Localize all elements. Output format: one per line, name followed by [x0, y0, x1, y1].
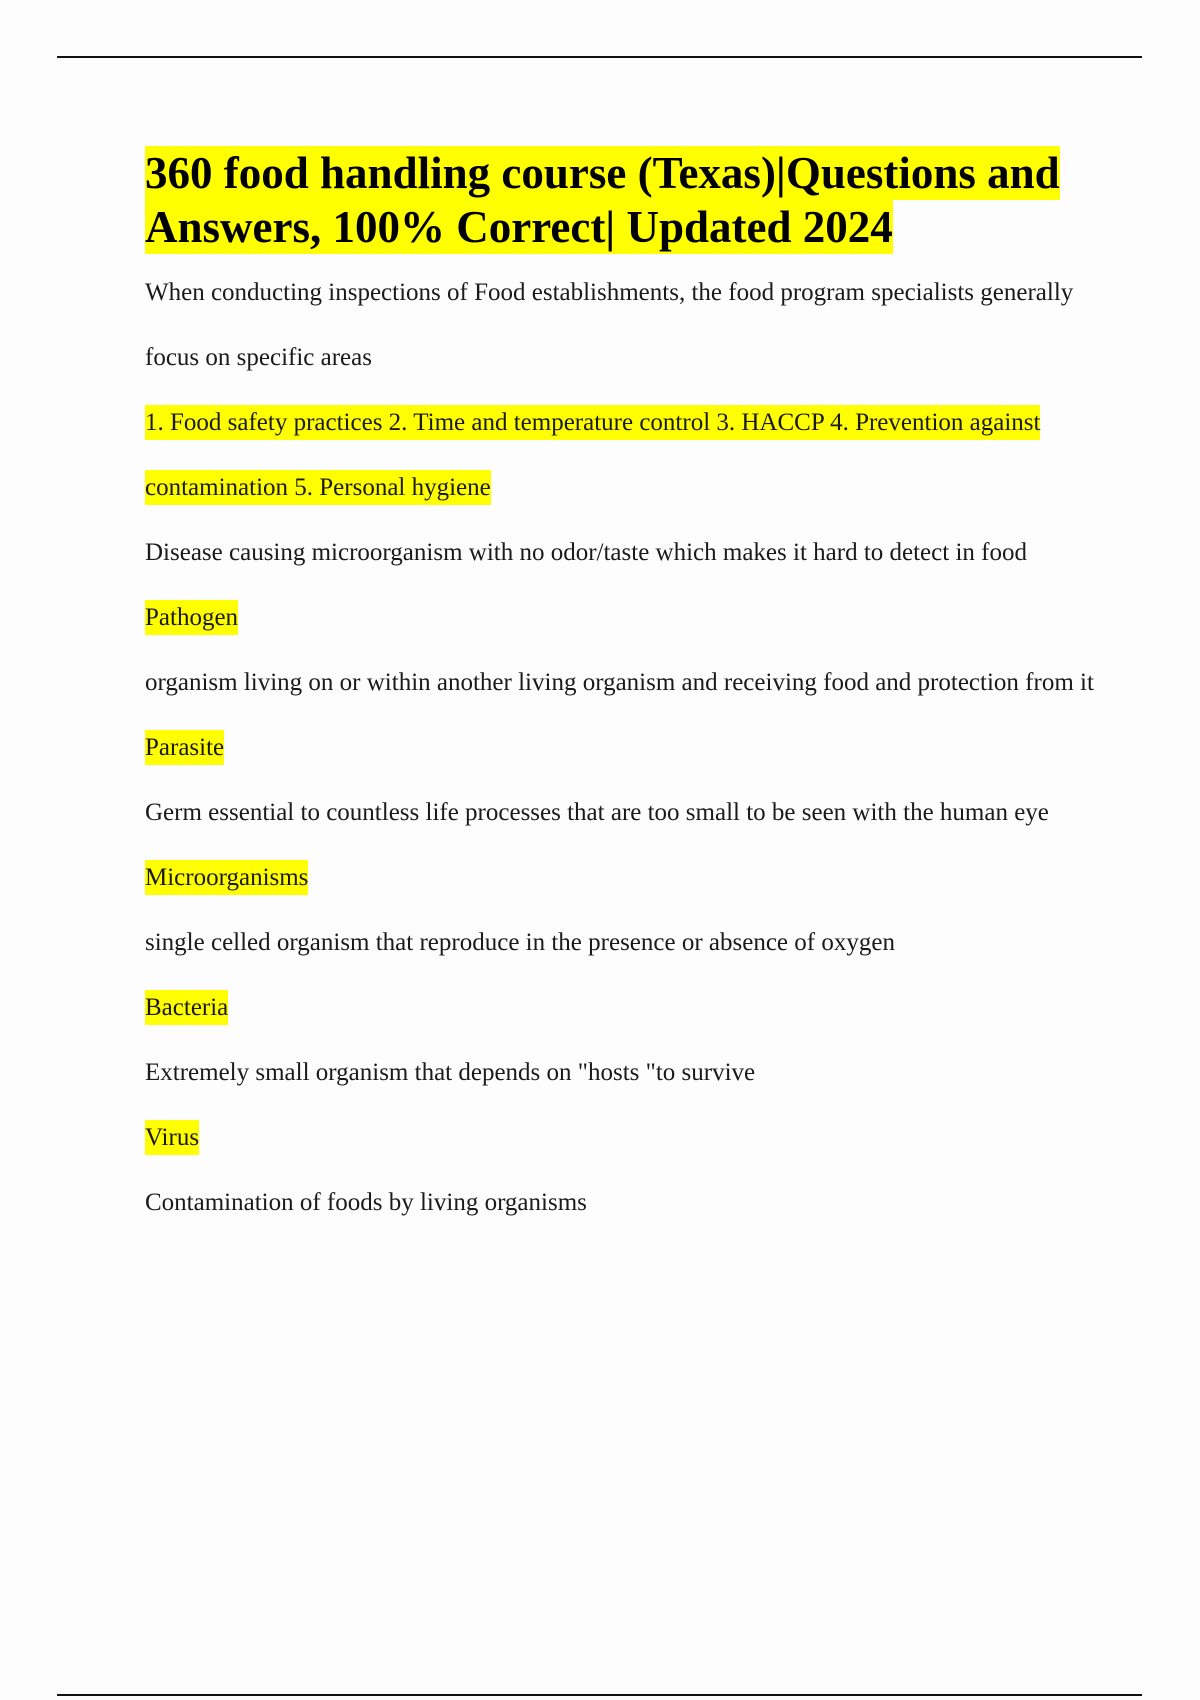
question-text: Disease causing microorganism with no odor/taste which makes it hard to detect in food — [145, 539, 1027, 566]
answer-text — [145, 1105, 1105, 1170]
document-body — [145, 146, 1105, 1235]
question-text: Extremely small organism that depends on "hosts "to survive — [145, 1059, 756, 1086]
answer-highlight: Virus — [145, 1120, 199, 1155]
question-text: Contamination of foods by living organisms — [145, 1189, 587, 1216]
answer-highlight: 1. Food safety practices 2. Time and temperature control 3. HACCP 4. Prevention against contamination 5. Personal hygiene — [145, 405, 1040, 505]
answer-text — [145, 975, 1105, 1040]
answer-highlight: Bacteria — [145, 990, 228, 1025]
answer-highlight: Microorganisms — [145, 860, 308, 895]
question-text: single celled organism that reproduce in the presence or absence of oxygen — [145, 929, 895, 956]
answer-text — [145, 845, 1105, 910]
question-text: Germ essential to countless life processes that are too small to be seen with the human eye — [145, 799, 1049, 826]
answer-text — [145, 585, 1105, 650]
document-title — [145, 146, 1105, 254]
top-rule — [57, 56, 1142, 58]
title-highlight: 360 food handling course (Texas)|Questions and Answers, 100% Correct| Updated 2024 — [145, 148, 1060, 252]
answer-highlight: Pathogen — [145, 600, 238, 635]
answer-text — [145, 390, 1105, 520]
bottom-rule — [57, 1694, 1142, 1696]
answer-highlight: Parasite — [145, 730, 224, 765]
question-text: When conducting inspections of Food establishments, the food program specialists generally focus on specific areas — [145, 279, 1074, 371]
answer-text — [145, 715, 1105, 780]
question-text: organism living on or within another living organism and receiving food and protection from it — [145, 669, 1094, 696]
